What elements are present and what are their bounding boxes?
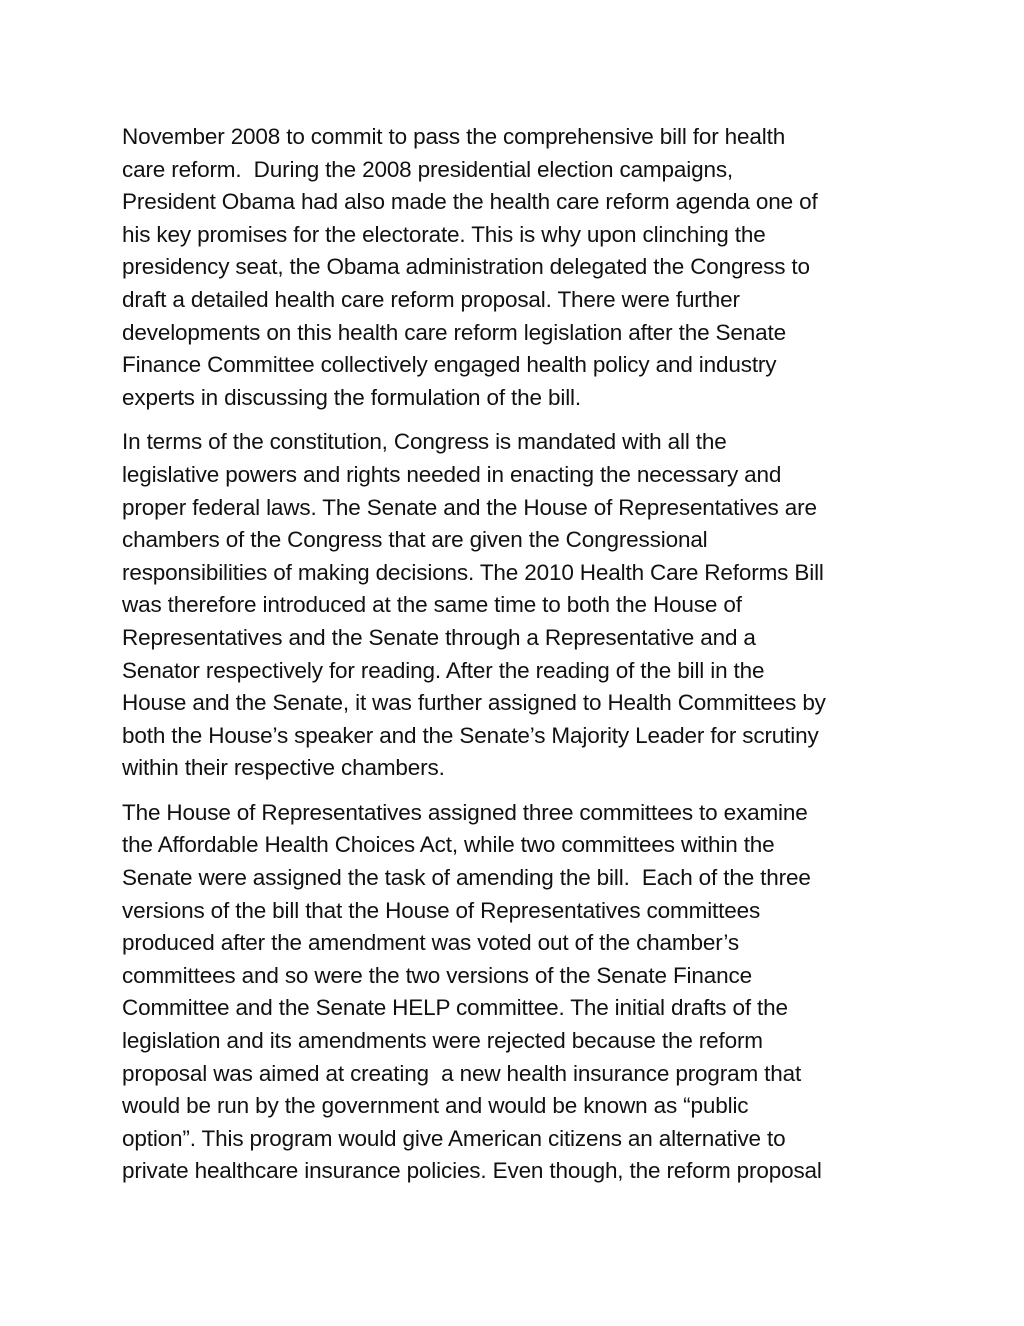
text-line: the Affordable Health Choices Act, while two committees within the (122, 832, 775, 858)
text-line: legislative powers and rights needed in enacting the necessary and (122, 461, 782, 487)
text-line: November 2008 to commit to pass the comprehensive bill for health (122, 124, 786, 149)
text-line: experts in discussing the formulation of the bill. (122, 384, 581, 410)
text-line: proposal was aimed at creating a new health insurance program that (122, 1060, 802, 1086)
text-line: Committee and the Senate HELP committee. The initial drafts of the (122, 995, 788, 1021)
text-line: within their respective chambers. (122, 755, 445, 781)
text-line: proper federal laws. The Senate and the House of Representatives are (122, 494, 817, 520)
text-line: developments on this health care reform legislation after the Senate (122, 319, 786, 345)
text-line: his key promises for the electorate. This is why upon clinching the (122, 221, 766, 247)
text-line: Representatives and the Senate through a Representative and a (122, 624, 756, 650)
text-line: versions of the bill that the House of Representatives committees (122, 897, 761, 923)
text-line: Senate were assigned the task of amending the bill. Each of the three (122, 865, 811, 891)
text-line: In terms of the constitution, Congress is mandated with all the (122, 429, 727, 455)
text-line: committees and so were the two versions of the Senate Finance (122, 962, 752, 988)
paragraph-1 (122, 121, 912, 414)
text-line: option”. This program would give American citizens an alternative to (122, 1125, 786, 1151)
text-line: President Obama had also made the health care reform agenda one of (122, 189, 818, 215)
document-body (122, 121, 912, 1200)
text-line: The House of Representatives assigned three committees to examine (122, 799, 808, 825)
text-line: legislation and its amendments were rejected because the reform (122, 1028, 763, 1054)
text-line: Finance Committee collectively engaged health policy and industry (122, 352, 777, 378)
text-line: Senator respectively for reading. After the reading of the bill in the (122, 657, 765, 683)
text-line: would be run by the government and would be known as “public (122, 1093, 749, 1119)
text-line: chambers of the Congress that are given the Congressional (122, 527, 708, 553)
paragraph-3 (122, 797, 912, 1188)
text-line: produced after the amendment was voted out of the chamber’s (122, 930, 739, 956)
text-line: was therefore introduced at the same time to both the House of (122, 592, 742, 618)
paragraph-2 (122, 426, 912, 785)
text-line: responsibilities of making decisions. The 2010 Health Care Reforms Bill (122, 559, 824, 585)
text-line: draft a detailed health care reform proposal. There were further (122, 286, 740, 312)
text-line: private healthcare insurance policies. Even though, the reform proposal (122, 1158, 822, 1184)
text-line: care reform. During the 2008 presidential election campaigns, (122, 156, 734, 182)
text-line: House and the Senate, it was further assigned to Health Committees by (122, 690, 826, 716)
text-line: presidency seat, the Obama administration delegated the Congress to (122, 254, 810, 280)
text-line: both the House’s speaker and the Senate’s Majority Leader for scrutiny (122, 722, 819, 748)
